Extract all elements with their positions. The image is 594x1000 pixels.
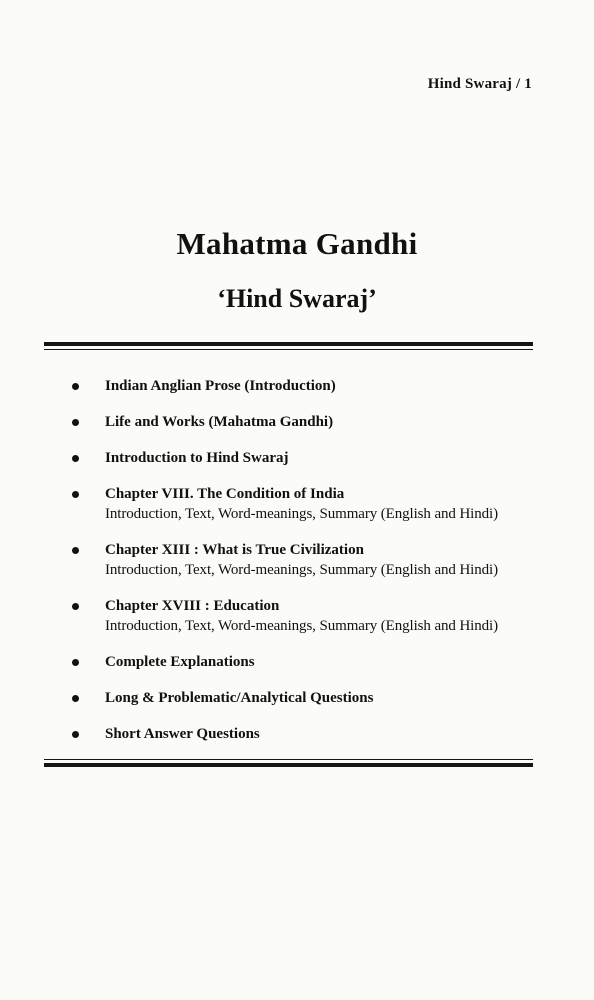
contents-item-title: Chapter VIII. The Condition of India <box>105 486 345 502</box>
contents-item-title: Complete Explanations <box>105 654 255 670</box>
bullet-icon <box>72 383 79 390</box>
contents-item <box>0 596 594 636</box>
contents-item <box>0 448 594 468</box>
rule-thick-line <box>44 763 533 767</box>
bullet-icon <box>72 695 79 702</box>
contents-item-detail: Introduction, Text, Word-meanings, Summary (English and Hindi) <box>105 618 499 634</box>
rule-thin-line <box>44 349 533 350</box>
contents-item-title: Life and Works (Mahatma Gandhi) <box>105 414 334 430</box>
page-title: Mahatma Gandhi <box>176 226 418 261</box>
contents-item <box>0 376 594 396</box>
bullet-icon <box>72 603 79 610</box>
bullet-icon <box>72 659 79 666</box>
bottom-double-rule <box>44 759 533 767</box>
contents-item <box>0 652 594 672</box>
contents-list <box>0 376 594 760</box>
rule-thin-line <box>44 759 533 760</box>
bullet-icon <box>72 419 79 426</box>
contents-item <box>0 540 594 580</box>
contents-item <box>0 484 594 524</box>
contents-item-title: Introduction to Hind Swaraj <box>105 450 289 466</box>
contents-item-detail: Introduction, Text, Word-meanings, Summary (English and Hindi) <box>105 506 499 522</box>
contents-item <box>0 412 594 432</box>
contents-item <box>0 724 594 744</box>
bullet-icon <box>72 547 79 554</box>
bullet-icon <box>72 731 79 738</box>
contents-item-detail: Introduction, Text, Word-meanings, Summary (English and Hindi) <box>105 562 499 578</box>
contents-item-title: Long & Problematic/Analytical Questions <box>105 690 374 706</box>
page-subtitle: ‘Hind Swaraj’ <box>217 284 377 313</box>
top-double-rule <box>44 342 533 350</box>
contents-item-title: Chapter XVIII : Education <box>105 598 280 614</box>
running-header: Hind Swaraj / 1 <box>427 76 532 92</box>
bullet-icon <box>72 491 79 498</box>
bullet-icon <box>72 455 79 462</box>
contents-item <box>0 688 594 708</box>
contents-item-title: Short Answer Questions <box>105 726 260 742</box>
contents-item-title: Chapter XIII : What is True Civilization <box>105 542 364 558</box>
rule-thick-line <box>44 342 533 346</box>
contents-item-title: Indian Anglian Prose (Introduction) <box>105 378 336 394</box>
